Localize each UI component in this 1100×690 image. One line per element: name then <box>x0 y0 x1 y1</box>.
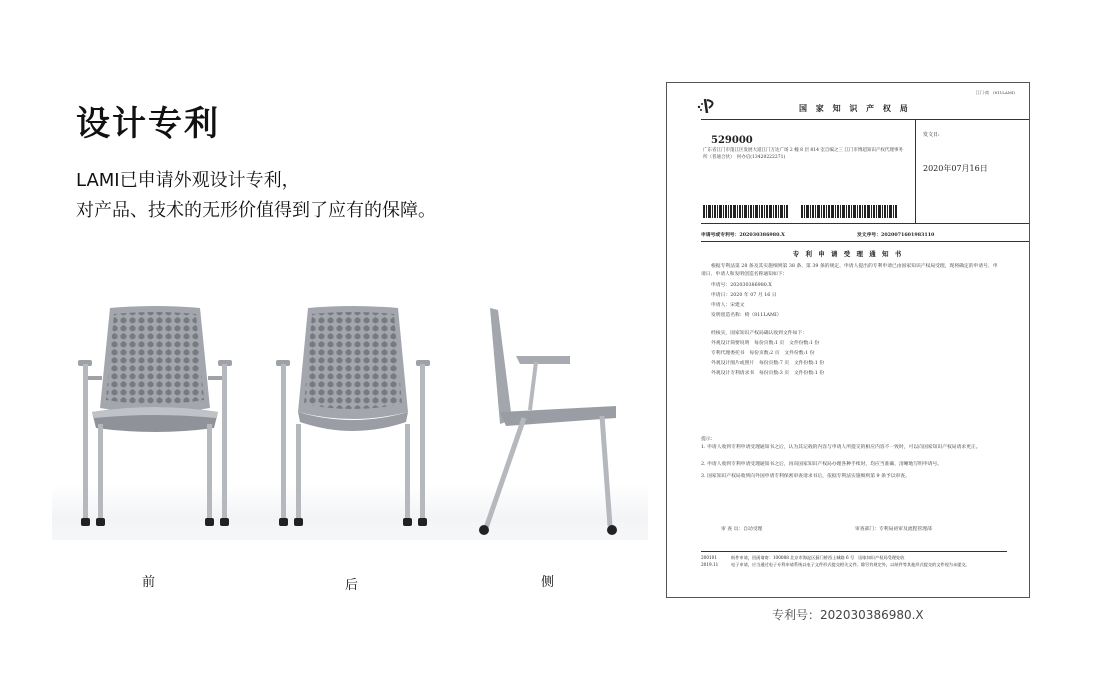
review-department: 审查部门：专利局初审及流程管理部 <box>855 527 932 532</box>
office-name: 国 家 知 识 产 权 局 <box>799 103 911 113</box>
field-design-name: 发明创造名称：椅（811LAMI） <box>711 313 782 318</box>
postcode: 529000 <box>711 135 753 146</box>
barcode-right <box>801 205 899 218</box>
patent-certificate-document <box>666 82 1030 598</box>
send-date-label: 发文日: <box>923 132 940 138</box>
footer-rule <box>701 551 1007 552</box>
number-rule-bottom <box>701 241 1029 242</box>
tip-item: 1. 申请人收到专利申请受理通知书之后，认为其记载的内容与申请人所提交的相应内容不一致时，可以向国家知识产权局请求更正。 <box>701 445 981 450</box>
chair-front-view <box>74 300 236 540</box>
footer-code-2: 2019.11 <box>701 562 719 567</box>
barcode-left <box>703 205 789 218</box>
description-line-2: 对产品、技术的无形价值得到了应有的保障。 <box>76 200 436 221</box>
send-date: 2020年07月16日 <box>923 164 988 173</box>
field-application-no: 申请号：202030386980.X <box>711 283 772 288</box>
application-number: 申请号或专利号：202030386980.X <box>701 232 785 238</box>
tips-title: 提示： <box>701 437 716 442</box>
cnipa-logo-icon <box>695 97 721 115</box>
tip-item: 3. 国家知识产权局收到向外国申请专利保密审查请求书后，依据专利法实施细则第 9 条予以审查。 <box>701 474 910 479</box>
patent-number-caption: 专利号：202030386980.X <box>772 608 924 622</box>
footer-electronic-note: 电子申请，应当通过电子专利申请系统以电子文件形式提交相关文件。除另有规定外，以纸件等其他形式提交的文件视为未提交。 <box>731 562 970 567</box>
description-line-1: LAMI已申请外观设计专利， <box>76 170 300 191</box>
header-rule <box>701 119 1029 120</box>
field-applicant: 申请人：宋建文 <box>711 303 745 308</box>
page-title: 设计专利 <box>76 104 220 144</box>
chair-back-view <box>272 300 434 540</box>
received-item: 专利代理委托书 每份页数:2 页 文件份数:1 份 <box>711 351 815 356</box>
received-title: 经核实，国家知识产权局确认收到文件如下： <box>711 331 807 336</box>
recipient-address: 广东省江门市蓬江区发展大道江门万达广场 2 幢 8 层 814 室自编之三 江门市博超知识产权代理事务所（普通合伙） 何办启(13420222271) <box>703 148 903 160</box>
form-code: 江门·商 (811LAMI) <box>975 90 1015 95</box>
received-item: 外观设计专利请求书 每份页数:3 页 文件份数:1 份 <box>711 371 825 376</box>
footer-code-1: 200101 <box>701 555 717 560</box>
send-serial-number: 发文序号：2020071601983110 <box>857 232 935 238</box>
view-label-back: 后 <box>345 578 359 593</box>
view-label-front: 前 <box>142 575 156 590</box>
received-item: 外观设计图片或照片 每份页数:7 页 文件份数:1 份 <box>711 361 825 366</box>
tip-item: 2. 申请人收到专利申请受理通知书之后，再向国家知识产权局办理各种手续时，均应当准确、清晰地写明申请号。 <box>701 462 943 467</box>
examiner: 审 查 员：自动受理 <box>721 527 763 532</box>
notice-title: 专 利 申 请 受 理 通 知 书 <box>792 250 904 258</box>
footer-mail-note: 纸件申请，回函请寄：100088 北京市海淀区蓟门桥西土城路 6 号 国家知识产权局受理处收 <box>731 555 905 560</box>
received-item: 外观设计简要说明 每份页数:1 页 文件份数:1 份 <box>711 341 820 346</box>
notice-intro: 根据专利法第 28 条及其实施细则第 38 条、第 39 条的规定，申请人提出的专利申请已由国家知识产权局受理，现将确定的申请号、申请日、申请人和发明创造名称通知如下： <box>701 264 998 277</box>
number-rule-top <box>701 223 1029 224</box>
header-divider <box>915 119 916 223</box>
chair-side-view <box>476 300 626 540</box>
view-label-side: 侧 <box>541 575 555 590</box>
field-application-date: 申请日：2020 年 07 月 16 日 <box>711 293 777 298</box>
